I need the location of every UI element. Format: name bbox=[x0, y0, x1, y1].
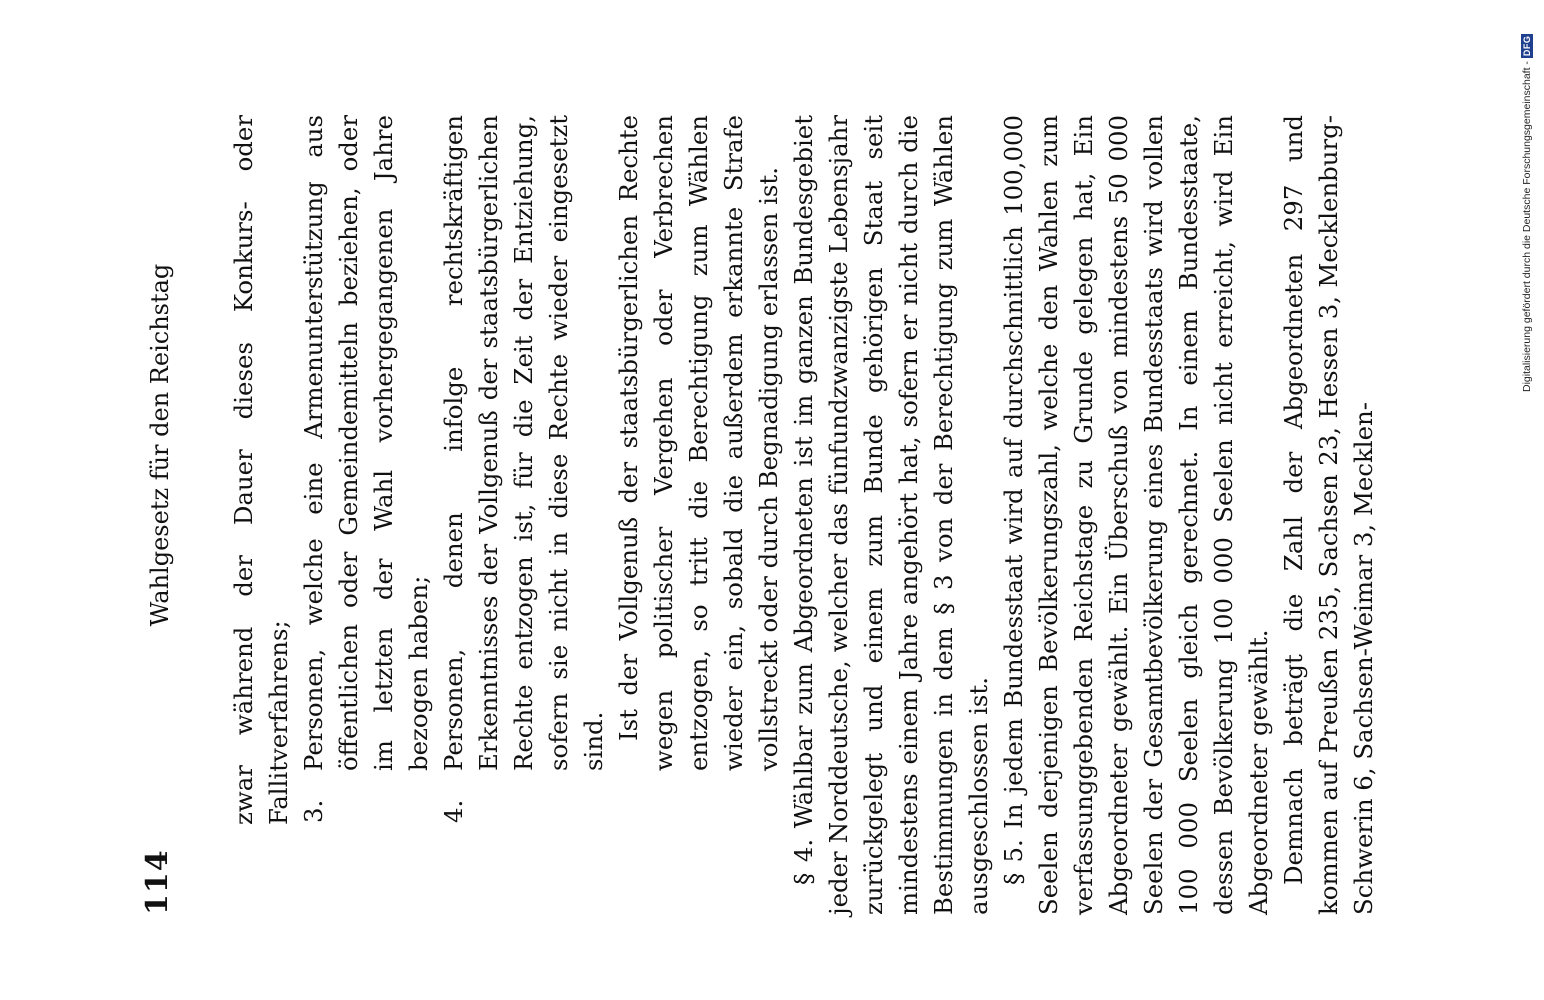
list-number: 4. bbox=[439, 799, 468, 823]
paragraph-section-4: § 4. Wählbar zum Abgeordneten ist im ganzen Bundesgebiet jeder Norddeutsche, welcher das fünfundzwanzigste Lebensjahr zurückgelegt und einem zum Bunde gehörigen Staat seit mindestens einem Jahre angehört hat, sofern er nicht durch die Bestimmungen in dem § 3 von der Berechtigung zum Wählen ausgeschlossen ist. bbox=[789, 115, 993, 915]
digitization-note bbox=[1519, 12, 1535, 392]
page-number: 114 bbox=[140, 849, 175, 915]
body-text bbox=[226, 115, 1381, 915]
continued-line: zwar während der Dauer dieses Konkurs- oder Fallitverfahrens; bbox=[229, 115, 293, 825]
list-item-4 bbox=[436, 115, 611, 915]
running-title: Wahlgesetz für den Reichstag bbox=[146, 263, 174, 627]
list-number: 3. bbox=[299, 799, 328, 823]
page-header bbox=[140, 55, 180, 915]
list-item-text: Personen, welche eine Armenunterstützung aus öffentlichen oder Gemeindemitteln beziehen, oder im letzten der Wahl vorhergegangenen Jahre bezogen haben; bbox=[299, 115, 433, 771]
paragraph-vollgenuss: Ist der Vollgenuß der staatsbürgerlichen Rechte wegen politischer Vergehen oder Verbrechen entzogen, so tritt die Berechtigung zum Wählen wieder ein, sobald die außerdem erkannte Strafe vollstreckt oder durch Begnadigung erlassen ist. bbox=[614, 115, 783, 771]
paragraph-demnach: Demnach beträgt die Zahl der Abgeordneten 297 und kommen auf Preußen 235, Sachsen 23, Hessen 3, Mecklenburg-Schwerin 6, Sachsen-Weimar 3, Mecklen- bbox=[1279, 115, 1378, 915]
dfg-logo: DFG bbox=[1522, 35, 1532, 57]
rotated-page bbox=[140, 55, 1378, 915]
digitization-note-text: Digitalisierung gefördert durch die Deutsche Forschungsgemeinschaft - bbox=[1521, 61, 1533, 392]
list-item-3 bbox=[296, 115, 436, 915]
paragraph-section-5: § 5. In jedem Bundesstaat wird auf durchschnittlich 100,000 Seelen derjenigen Bevölkerungszahl, welche den Wahlen zum verfassunggebenden Reichstage zu Grunde gelegen hat, Ein Abgeordneter gewählt. Ein Überschuß von mindestens 50 000 Seelen der Gesamtbevölkerung eines Bundesstaats wird vollen 100 000 Seelen gleich gerechnet. In einem Bundesstaate, dessen Bevölkerung 100 000 Seelen nicht erreicht, wird Ein Abgeordneter gewählt. bbox=[999, 115, 1273, 915]
list-item-text: Personen, denen infolge rechtskräftigen Erkenntnisses der Vollgenuß der staatsbürgerlichen Rechte entzogen ist, für die Zeit der Entziehung, sofern sie nicht in diese Rechte wieder eingesetzt sind. bbox=[439, 115, 608, 771]
